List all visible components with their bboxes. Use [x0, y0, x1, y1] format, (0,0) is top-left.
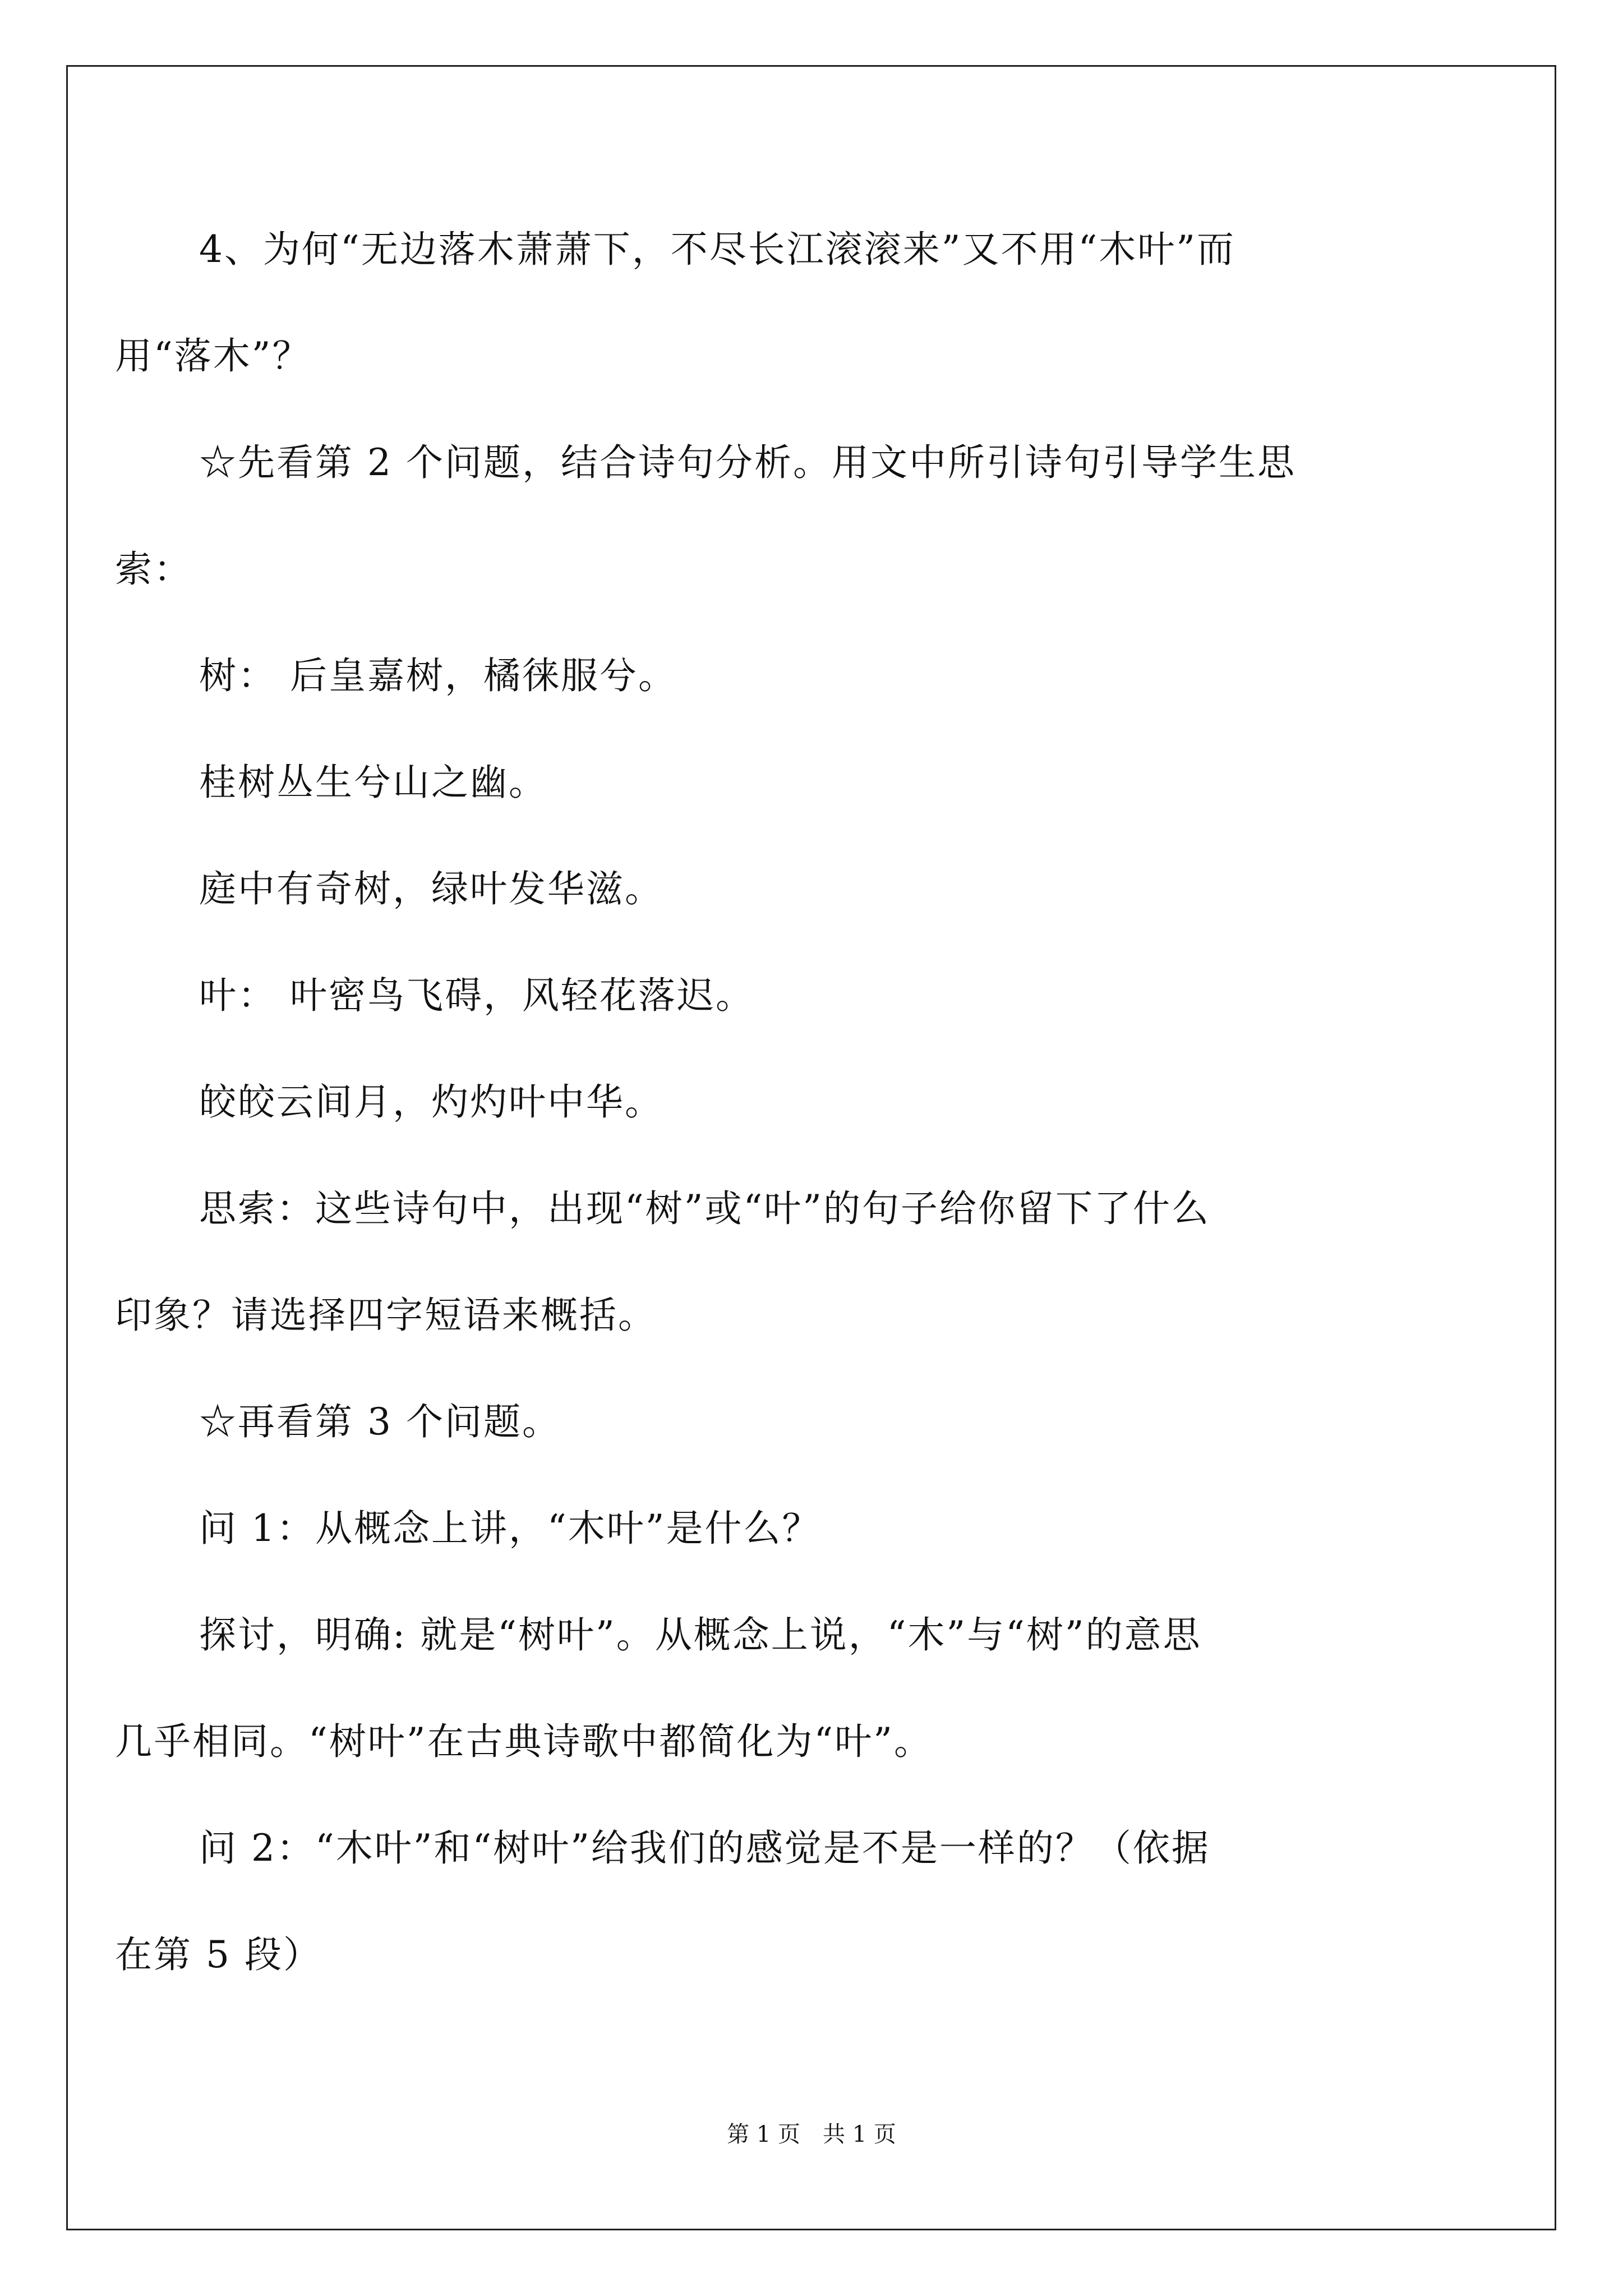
paragraph-line: 庭中有奇树，绿叶发华滋。	[199, 867, 663, 910]
paragraph-line: 几乎相同。“树叶”在古典诗歌中都简化为“叶”。	[115, 1720, 933, 1763]
page-border	[66, 65, 1556, 2230]
paragraph-line: 皎皎云间月，灼灼叶中华。	[199, 1080, 663, 1124]
paragraph-line: 叶： 叶密鸟飞碍，风轻花落迟。	[199, 974, 754, 1017]
paragraph-line: 4、为何“无边落木萧萧下，不尽长江滚滚来”又不用“木叶”而	[199, 228, 1235, 271]
paragraph-line: 树： 后皇嘉树，橘徕服兮。	[199, 654, 677, 697]
paragraph-line: 问 2：“木叶”和“树叶”给我们的感觉是不是一样的？（依据	[199, 1826, 1210, 1870]
paragraph-line: 问 1：从概念上讲，“木叶”是什么？	[199, 1507, 821, 1550]
paragraph-line: ☆再看第 3 个问题。	[199, 1400, 561, 1443]
paragraph-line: 思索：这些诗句中，出现“树”或“叶”的句子给你留下了什么	[199, 1187, 1210, 1230]
paragraph-line: ☆先看第 2 个问题，结合诗句分析。用文中所引诗句引导学生思	[199, 441, 1296, 484]
paragraph-line: 桂树丛生兮山之幽。	[199, 761, 547, 804]
paragraph-line: 探讨，明确: 就是“树叶”。从概念上说，“木”与“树”的意思	[199, 1613, 1202, 1657]
paragraph-line: 索：	[115, 547, 192, 591]
paragraph-line: 在第 5 段）	[115, 1933, 322, 1976]
page-number-footer: 第 1 页 共 1 页	[727, 2122, 896, 2147]
paragraph-line: 用“落木”？	[115, 334, 311, 378]
paragraph-line: 印象？请选择四字短语来概括。	[115, 1294, 657, 1337]
